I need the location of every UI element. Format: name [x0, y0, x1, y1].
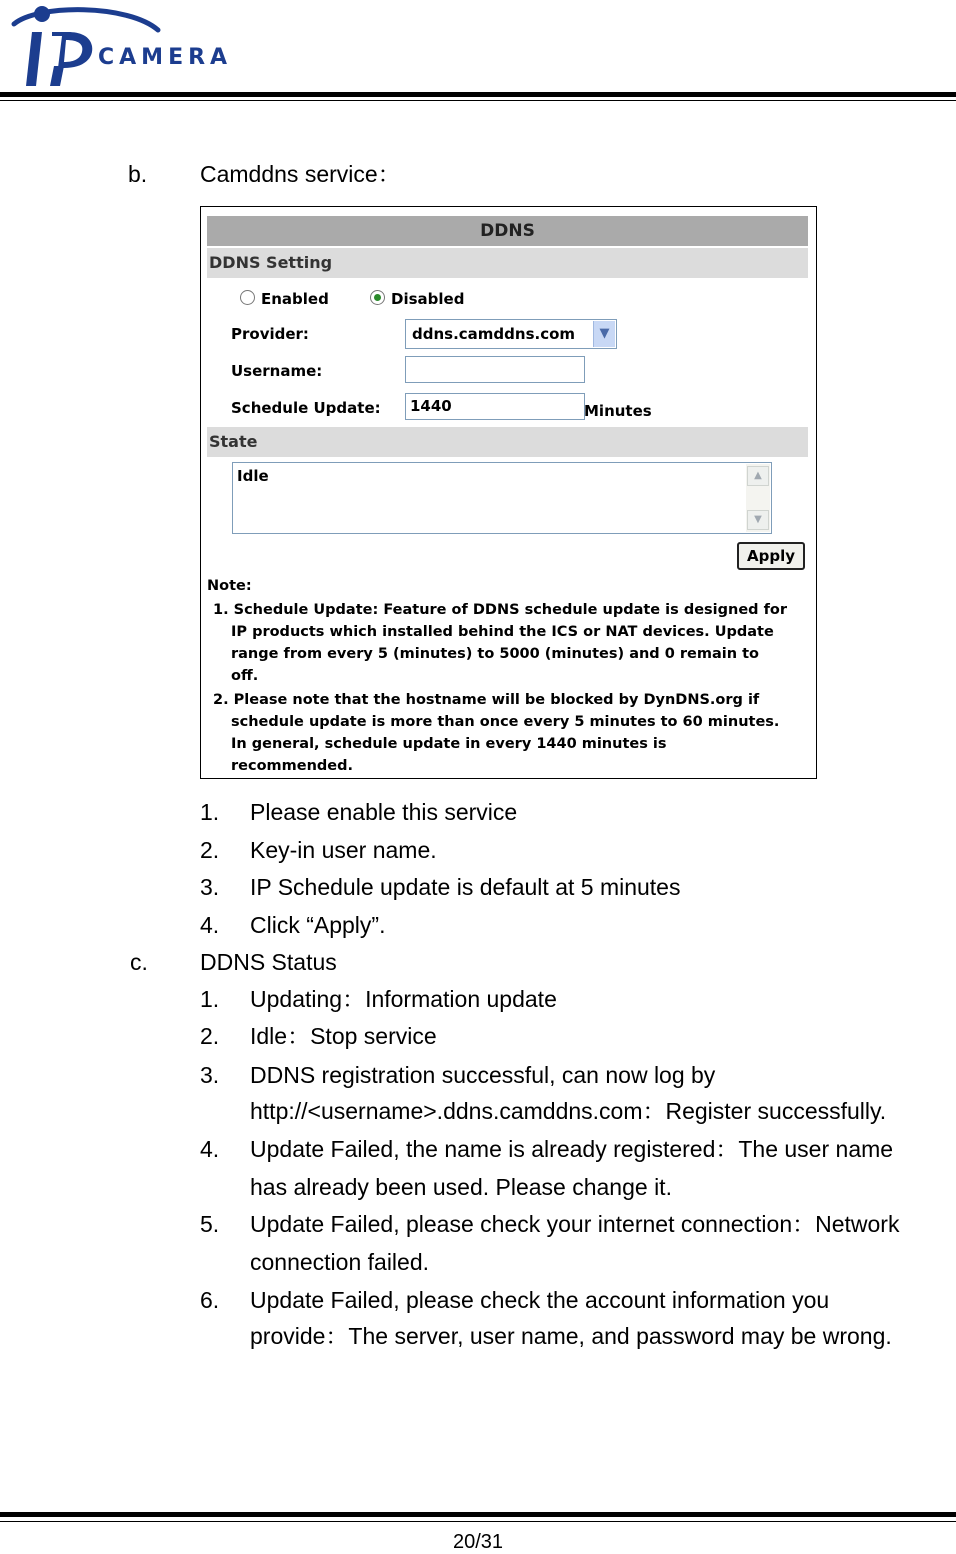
header-rule-thick: [0, 92, 956, 97]
section-c-title: DDNS Status: [200, 949, 337, 975]
status-number: 6.: [200, 1287, 220, 1313]
status-text: connection failed.: [250, 1249, 430, 1275]
note-line: recommended.: [231, 758, 354, 774]
state-scrollbar[interactable]: [746, 464, 770, 532]
disabled-label: Disabled: [391, 290, 465, 308]
status-text: provide：The server, user name, and password may be wrong.: [250, 1323, 892, 1349]
status-text: has already been used. Please change it.: [250, 1174, 672, 1200]
step-text: Please enable this service: [250, 799, 518, 825]
ddns-setting-header: DDNS Setting: [207, 248, 808, 278]
status-text: Update Failed, please check the account information you: [250, 1287, 830, 1313]
enabled-label: Enabled: [261, 290, 329, 308]
apply-button[interactable]: Apply: [737, 542, 805, 570]
provider-select[interactable]: [405, 319, 617, 349]
page-number: 20/31: [452, 1531, 504, 1553]
scroll-up-icon[interactable]: ▲: [747, 466, 769, 486]
schedule-unit: Minutes: [584, 402, 652, 420]
status-number: 2.: [200, 1023, 220, 1049]
provider-label: Provider:: [231, 325, 309, 343]
status-text: Update Failed, please check your internet connection：Network: [250, 1211, 900, 1237]
ddns-title: DDNS: [207, 216, 808, 246]
ddns-panel: [200, 206, 817, 779]
status-number: 3.: [200, 1062, 220, 1088]
status-number: 1.: [200, 986, 220, 1012]
footer-rule-thick: [0, 1512, 956, 1517]
schedule-update-label: Schedule Update:: [231, 399, 381, 417]
note-line: off.: [231, 668, 259, 684]
step-number: 2.: [200, 837, 220, 863]
status-text: http://<username>.ddns.camddns.com：Register successfully.: [250, 1098, 887, 1124]
note-line: schedule update is more than once every 5 minutes to 60 minutes.: [231, 714, 780, 730]
section-c-marker: c.: [130, 949, 148, 975]
section-b-marker: b.: [128, 161, 148, 187]
step-number: 1.: [200, 799, 220, 825]
step-text: Click “Apply”.: [250, 912, 386, 938]
status-number: 4.: [200, 1136, 220, 1162]
svg-text:CAMERA: CAMERA: [98, 45, 233, 70]
section-b-title: Camddns service：: [200, 161, 401, 187]
step-text: IP Schedule update is default at 5 minutes: [250, 874, 681, 900]
note-line: 1. Schedule Update: Feature of DDNS schedule update is designed for: [213, 602, 788, 618]
header-rule-thin: [0, 100, 956, 101]
username-label: Username:: [231, 362, 323, 380]
state-header: State: [207, 427, 808, 457]
username-input[interactable]: [405, 356, 585, 383]
scroll-down-icon[interactable]: ▼: [747, 510, 769, 530]
schedule-update-input[interactable]: 1440: [405, 393, 585, 420]
status-number: 5.: [200, 1211, 220, 1237]
note-line: In general, schedule update in every 1440 minutes is: [231, 736, 667, 752]
footer-rule-thin: [0, 1521, 956, 1522]
step-number: 4.: [200, 912, 220, 938]
note-line: range from every 5 (minutes) to 5000 (minutes) and 0 remain to: [231, 646, 759, 662]
note-line: IP products which installed behind the ICS or NAT devices. Update: [231, 624, 774, 640]
status-text: DDNS registration successful, can now log by: [250, 1062, 716, 1088]
enabled-radio[interactable]: [240, 290, 255, 305]
step-number: 3.: [200, 874, 220, 900]
ip-camera-logo: [8, 2, 278, 90]
note-line: 2. Please note that the hostname will be blocked by DynDNS.org if: [213, 692, 760, 708]
provider-value: ddns.camddns.com: [412, 325, 576, 343]
state-value: Idle: [237, 467, 269, 485]
disabled-radio[interactable]: [370, 290, 385, 305]
step-text: Key-in user name.: [250, 837, 437, 863]
status-text: Idle：Stop service: [250, 1023, 437, 1049]
note-title: Note:: [207, 578, 252, 594]
status-text: Update Failed, the name is already registered：The user name: [250, 1136, 894, 1162]
state-textarea[interactable]: [232, 462, 772, 534]
chevron-down-icon[interactable]: ▼: [593, 321, 615, 347]
status-text: Updating：Information update: [250, 986, 557, 1012]
